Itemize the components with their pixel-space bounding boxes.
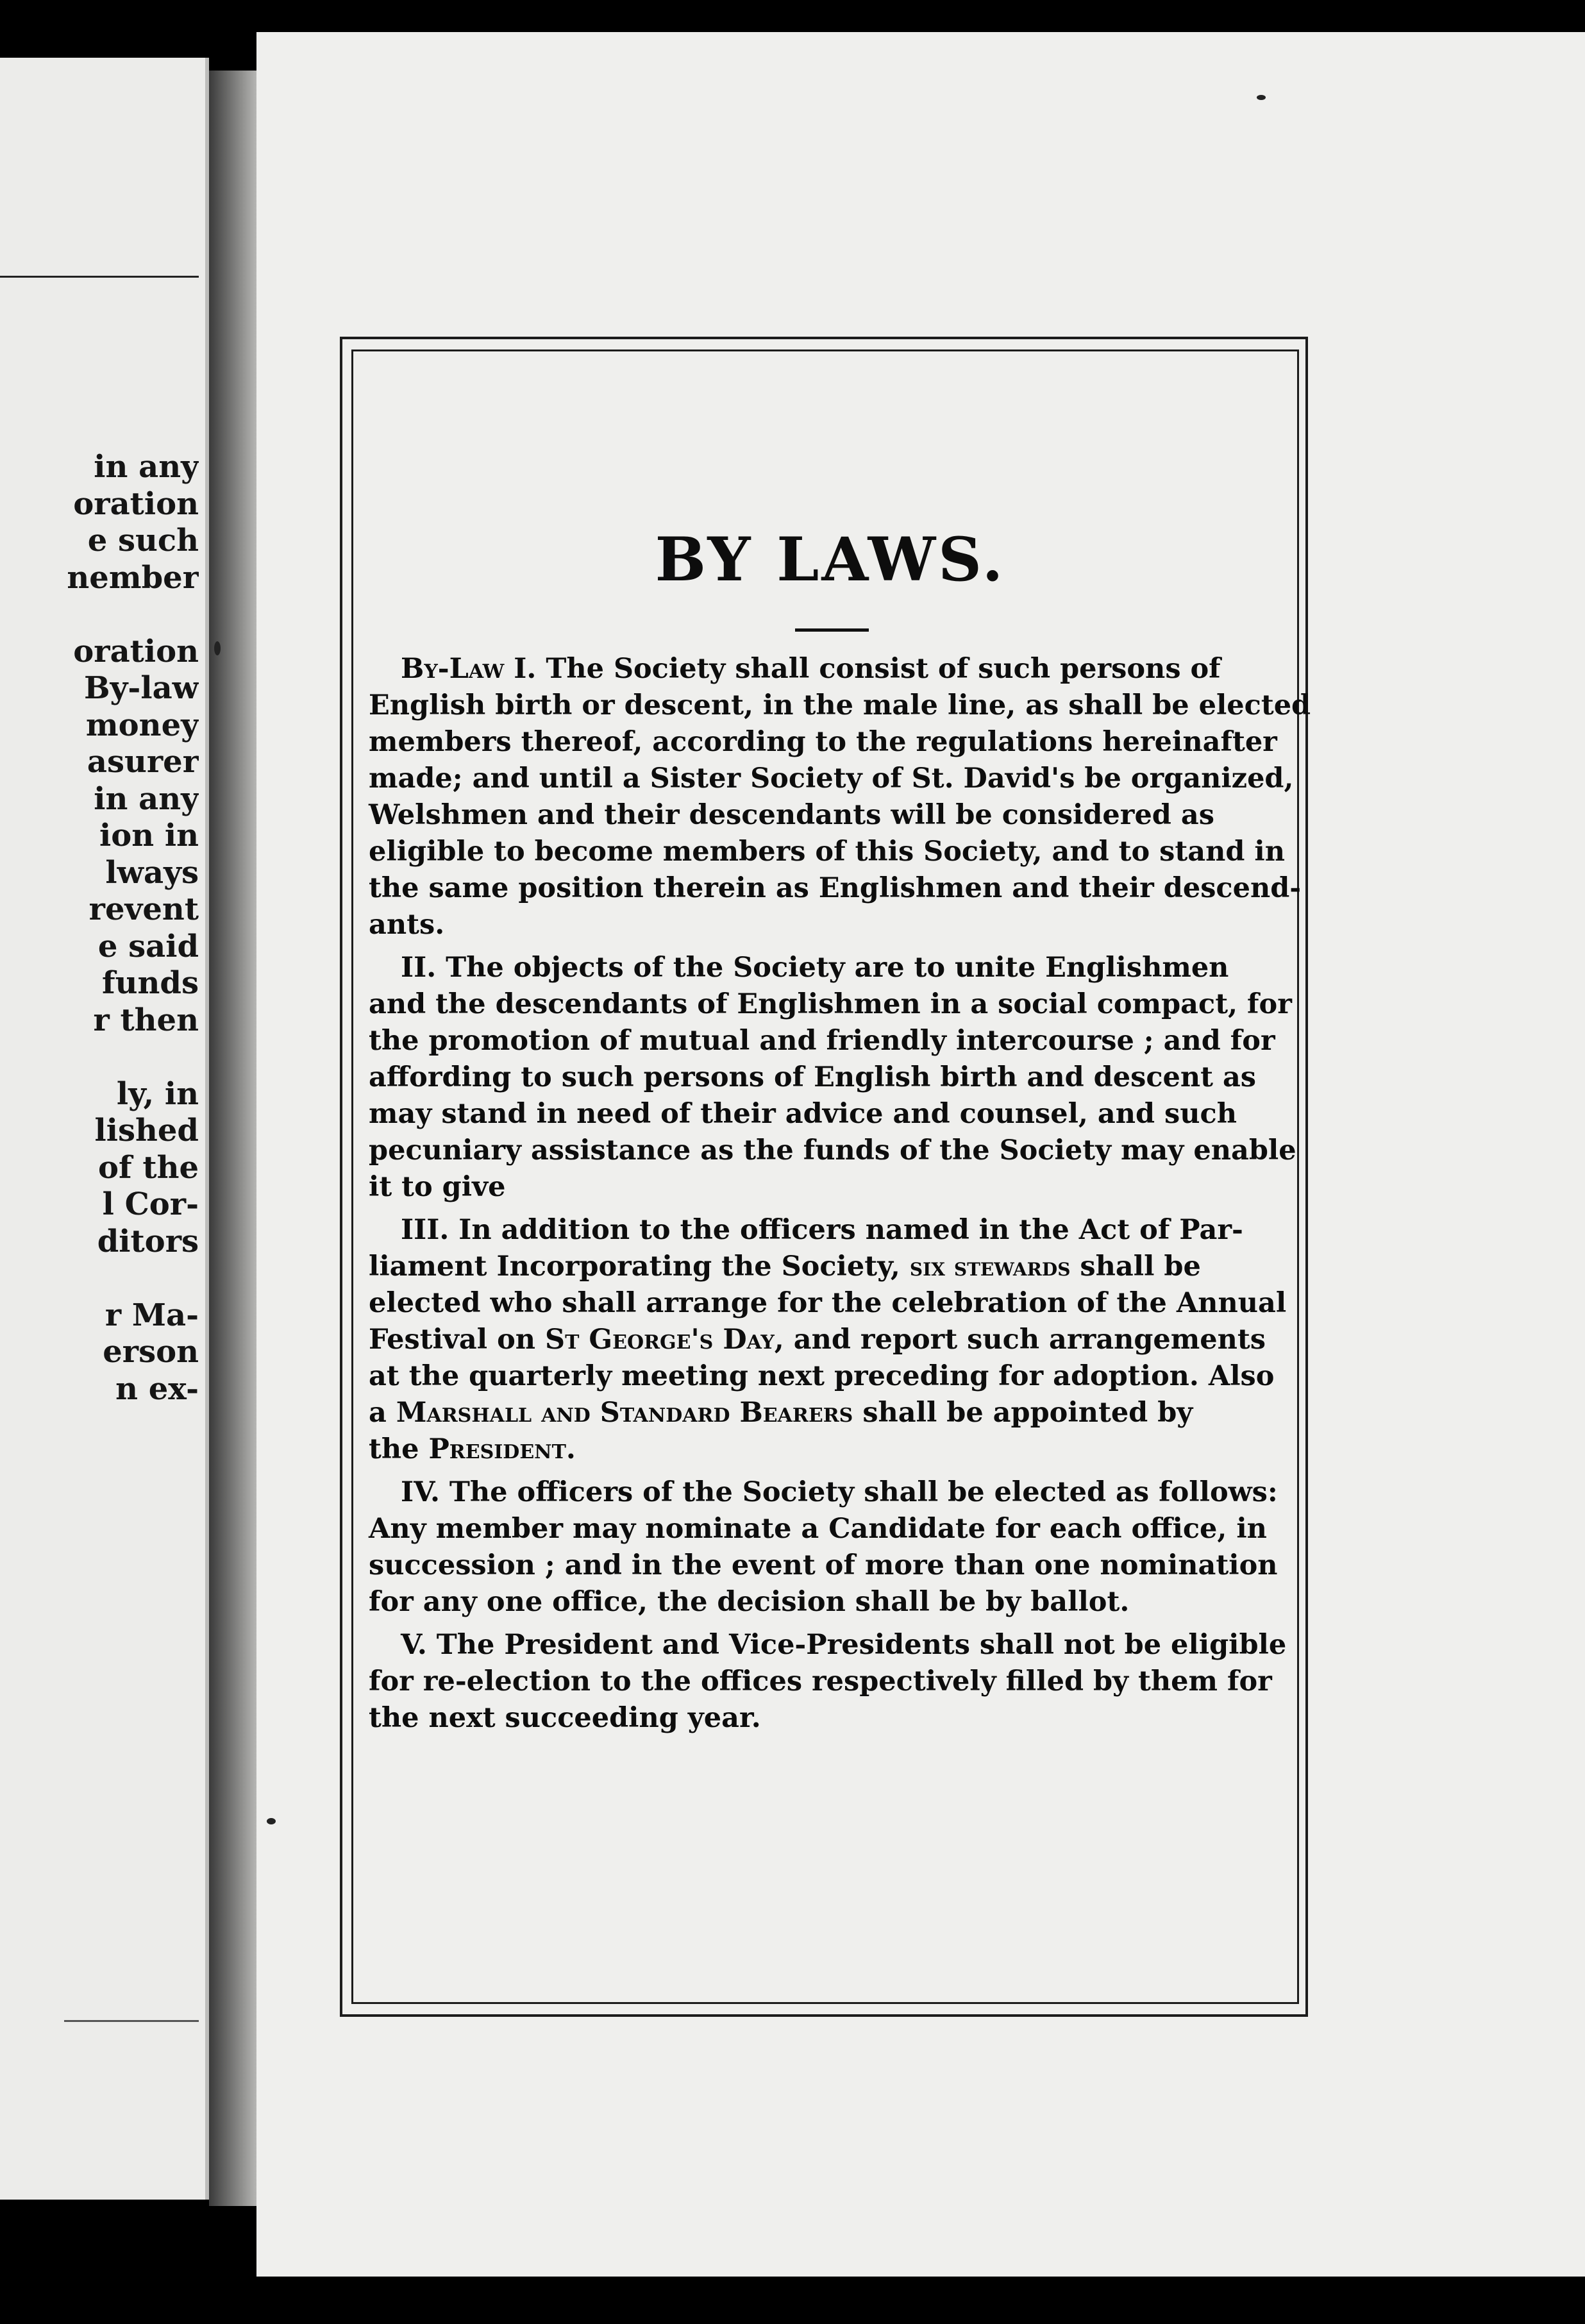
text-segment: shall be: [1080, 1250, 1201, 1283]
left-page-fragment: [0, 58, 209, 2200]
text-line: pecuniary assistance as the funds of the Society may enable: [369, 1134, 1296, 1166]
left-line: in any: [94, 449, 199, 485]
left-page-text: [0, 449, 199, 1408]
text-line: and the descendants of Englishmen in a social compact, for: [369, 988, 1292, 1020]
bylaw-3: [369, 1212, 1292, 1468]
text-line: ants.: [369, 909, 445, 941]
smallcaps-term: President.: [428, 1433, 576, 1465]
text-segment: and report such arrangements: [793, 1324, 1266, 1356]
text-segment: Festival on: [369, 1324, 536, 1356]
smallcaps-term: six stewards: [909, 1252, 1071, 1282]
left-line: lished: [94, 1113, 199, 1149]
text-line: Any member may nominate a Candidate for each office, in: [369, 1513, 1267, 1545]
left-line: [0, 1260, 199, 1297]
text-segment: a: [369, 1397, 387, 1429]
text-line: the next succeeding year.: [369, 1702, 761, 1734]
text-line: II. The objects of the Society are to unite Englishmen: [401, 952, 1229, 984]
ink-speck: [214, 641, 221, 655]
left-line: By-law: [83, 670, 199, 706]
text-line: elected who shall arrange for the celebration of the Annual: [369, 1287, 1287, 1319]
page-title: BY LAWS.: [655, 525, 1006, 595]
text-line: it to give: [369, 1171, 506, 1203]
text-line: made; and until a Sister Society of St. David's be organized,: [369, 762, 1294, 795]
bylaw-lead: By-Law: [401, 653, 505, 685]
text-line: may stand in need of their advice and counsel, and such: [369, 1098, 1237, 1130]
left-page-frame-line: [64, 2020, 199, 2022]
left-line: money: [85, 707, 199, 743]
text-line: I. The Society shall consist of such persons of: [504, 653, 1221, 685]
text-line: the same position therein as Englishmen and their descend-: [369, 872, 1302, 904]
title-rule: [795, 628, 869, 632]
text-line: succession ; and in the event of more than one nomination: [369, 1549, 1278, 1581]
left-line: nember: [67, 559, 199, 596]
text-line: eligible to become members of this Society, and to stand in: [369, 836, 1285, 868]
left-line: r then: [93, 1002, 199, 1038]
text-line: English birth or descent, in the male line, as shall be elected: [369, 689, 1311, 721]
text-line: at the quarterly meeting next preceding for adoption. Also: [369, 1360, 1275, 1392]
text-line: the promotion of mutual and friendly intercourse ; and for: [369, 1025, 1275, 1057]
text-line: members thereof, according to the regulations hereinafter: [369, 726, 1277, 758]
text-line: IV. The officers of the Society shall be elected as follows:: [401, 1476, 1278, 1508]
left-line: oration: [73, 633, 199, 669]
left-line: asurer: [87, 744, 199, 780]
left-line: of the: [98, 1149, 199, 1186]
left-line: e said: [97, 928, 199, 964]
bylaw-1: [369, 651, 1311, 943]
left-line: r Ma-: [105, 1297, 199, 1333]
left-line: ditors: [97, 1223, 199, 1259]
left-line: ion in: [99, 818, 199, 854]
left-line: [0, 1039, 199, 1076]
text-line: III. In addition to the officers named in the Act of Par-: [401, 1214, 1243, 1246]
bylaw-5: [369, 1627, 1292, 1737]
left-page-rule: [0, 276, 199, 278]
left-line: oration: [73, 485, 199, 522]
left-line: e such: [87, 523, 199, 559]
left-line: lways: [105, 854, 199, 891]
smallcaps-term: St George's Day,: [545, 1324, 784, 1356]
text-segment: shall be appointed by: [862, 1397, 1193, 1429]
text-line: for re-election to the offices respectively filled by them for: [369, 1665, 1272, 1697]
text-line: V. The President and Vice-Presidents shall not be eligible: [401, 1629, 1287, 1661]
text-line: affording to such persons of English birth and descent as: [369, 1061, 1257, 1093]
text-segment: liament Incorporating the Society,: [369, 1250, 900, 1283]
left-line: in any: [94, 780, 199, 817]
bylaw-2: [369, 950, 1296, 1206]
smallcaps-term: Marshall and Standard Bearers: [396, 1397, 853, 1429]
left-line: l Cor-: [102, 1186, 199, 1222]
text-line: for any one office, the decision shall be by ballot.: [369, 1586, 1130, 1618]
ink-speck: [1257, 95, 1266, 100]
left-line: ly, in: [116, 1075, 199, 1112]
left-line: [0, 596, 199, 634]
left-line: n ex-: [115, 1370, 199, 1407]
left-line: erson: [103, 1334, 199, 1370]
bylaws-body: [369, 651, 1311, 1743]
ink-speck: [267, 1818, 276, 1824]
text-line: Welshmen and their descendants will be considered as: [369, 799, 1214, 831]
text-segment: the: [369, 1433, 419, 1465]
bylaw-4: [369, 1474, 1292, 1621]
left-line: funds: [101, 965, 199, 1001]
left-line: revent: [88, 891, 199, 927]
